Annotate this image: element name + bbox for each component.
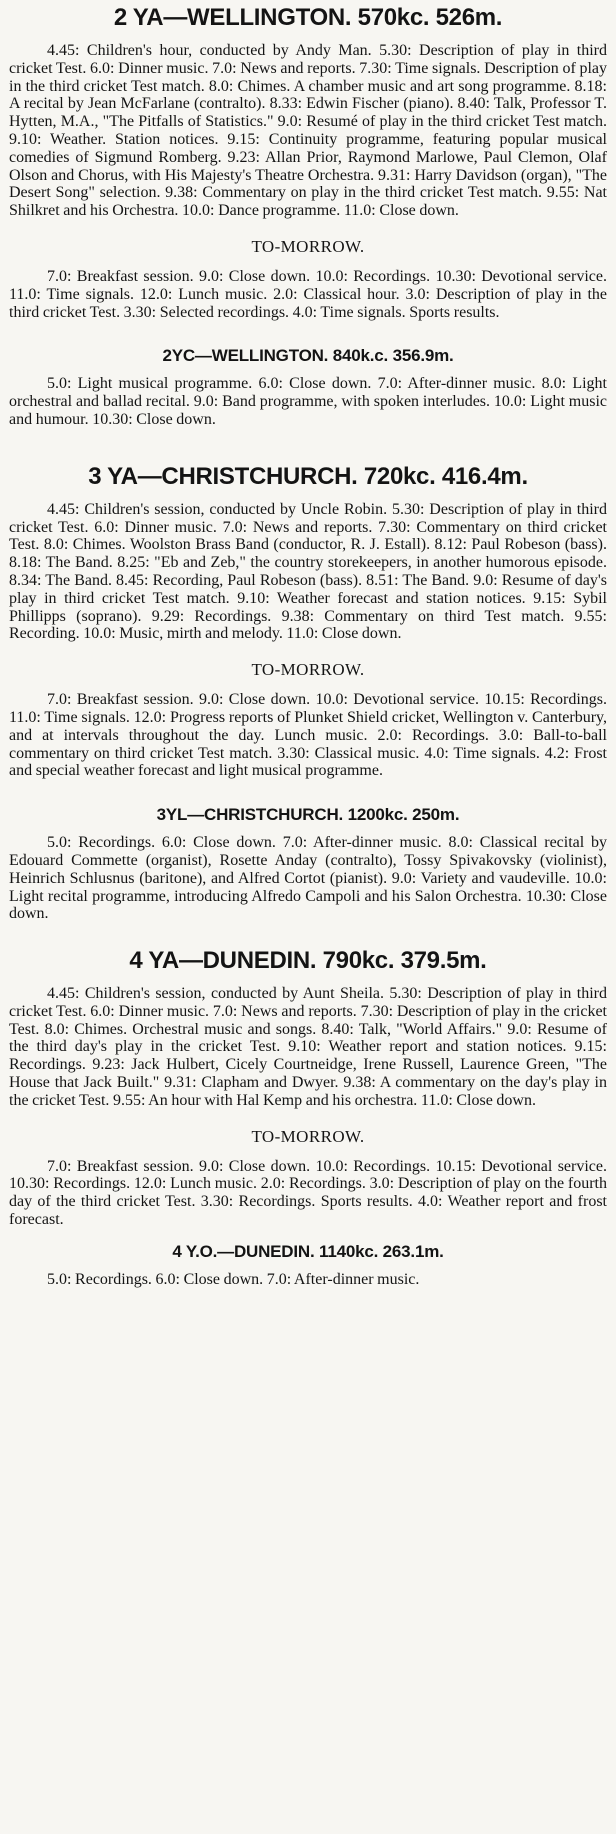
station-heading: 2 YA—WELLINGTON. 570kc. 526m. bbox=[113, 4, 503, 31]
program-listing: 5.0: Recordings. 6.0: Close down. 7.0: After-dinner music. bbox=[47, 1270, 420, 1288]
tomorrow-heading: TO-MORROW. bbox=[251, 236, 365, 256]
station-heading: 4 Y.O.—DUNEDIN. 1140kc. 263.1m. bbox=[172, 1241, 444, 1261]
station-heading: 4 YA—DUNEDIN. 790kc. 379.5m. bbox=[129, 947, 487, 975]
station-4yo-dunedin bbox=[9, 1241, 607, 1289]
station-heading: 3 YA—CHRISTCHURCH. 720kc. 416.4m. bbox=[88, 462, 528, 490]
tomorrow-heading: TO-MORROW. bbox=[251, 660, 365, 680]
station-heading: 2YC—WELLINGTON. 840k.c. 356.9m. bbox=[162, 346, 454, 366]
station-2yc-wellington bbox=[9, 345, 607, 428]
station-heading: 3YL—CHRISTCHURCH. 1200kc. 250m. bbox=[156, 805, 460, 825]
program-listing: 4.45: Children's hour, conducted by Andy Man. 5.30: Description of play in third cricket Test. 6.0: Dinner music. 7.0: News and reports. 7.30: Time signals. Description of play in the third cricket Test match. 8.0: Chimes. A chamber music and art song programme. 8.18: A recital by Jean McFarlane (contralto). 8.33: Edwin Fischer (piano). 8.40: Talk, Professor T. Hytten, M.A., "The Pitfalls of Statistics." 9.0: Resumé of play in the third cricket Test match. 9.10: Weather. Station notices. 9.15: Continuity programme, featuring popular musical comedies of Sigmund Romberg. 9.23: Allan Prior, Raymond Marlowe, Paul Clemon, Olaf Olson and Chorus, with His Majesty's Theatre Orchestra. 9.31: Harry Davidson (organ), "The Desert Song" selection. 9.38: Commentary on play in the third cricket Test match. 9.55: Nat Shilkret and his Orchestra. 10.0: Dance programme. 11.0: Close down. bbox=[9, 42, 607, 220]
tomorrow-listing: 7.0: Breakfast session. 9.0: Close down. 10.0: Recordings. 10.15: Devotional service. 10.30: Recordings. 12.0: Lunch music. 2.0: Recordings. 3.0: Description of play on the fourth day of the third cricket Test. 3.30: Recordings. Sports results. 4.0: Weather report and frost forecast. bbox=[9, 1157, 607, 1229]
tomorrow-listing: 7.0: Breakfast session. 9.0: Close down. 10.0: Recordings. 10.30: Devotional service. 11.0: Time signals. 12.0: Lunch music. 2.0: Classical hour. 3.0: Description of play in the third cricket Test. 3.30: Selected recordings. 4.0: Time signals. Sports results. bbox=[9, 267, 607, 321]
tomorrow-listing: 7.0: Breakfast session. 9.0: Close down. 10.0: Devotional service. 10.15: Recordings. 11.0: Time signals. 12.0: Progress reports of Plunket Shield cricket, Wellington v. Canterbury, and at intervals throughout the day. Lunch music. 2.0: Recordings. 3.0: Ball-to-ball commentary on third cricket Test match. 3.30: Classical music. 4.0: Time signals. 4.2: Frost and special weather forecast and light musical programme. bbox=[9, 691, 607, 780]
program-listing: 4.45: Children's session, conducted by Aunt Sheila. 5.30: Description of play in third cricket Test. 6.0: Dinner music. 7.0: News and reports. 7.30: Description of play in the cricket Test. 8.0: Chimes. Orchestral music and songs. 8.40: Talk, "World Affairs." 9.0: Resume of the third day's play in the cricket Test. 9.10: Weather report and station notices. 9.15: Recordings. 9.23: Jack Hulbert, Cicely Courtneidge, Irene Russell, Laurence Green, "The House that Jack Built." 9.31: Clapham and Dwyer. 9.38: A commentary on the day's play in the cricket Test. 9.55: An hour with Hal Kemp and his orchestra. 11.0: Close down. bbox=[9, 985, 607, 1109]
station-3yl-christchurch bbox=[9, 804, 607, 923]
station-3ya-christchurch bbox=[9, 463, 607, 780]
station-4ya-dunedin bbox=[9, 947, 607, 1229]
program-listing: 5.0: Light musical programme. 6.0: Close down. 7.0: After-dinner music. 8.0: Light orchestral and ballad recital. 9.0: Band programme, with spoken interludes. 10.0: Light music and humour. 10.30: Close down. bbox=[9, 375, 607, 428]
program-listing: 5.0: Recordings. 6.0: Close down. 7.0: After-dinner music. 8.0: Classical recital by Edouard Commette (organist), Rosette Anday (contralto), Tossy Spivakovsky (violinist), Heinrich Schlusnus (baritone), and Alfred Cortot (pianist). 9.0: Variety and vaudeville. 10.0: Light recital programme, introducing Alfredo Campoli and his Salon Orchestra. 10.30: Close down. bbox=[9, 834, 607, 923]
program-listing: 4.45: Children's session, conducted by Uncle Robin. 5.30: Description of play in third cricket Test. 6.0: Dinner music. 7.0: News and reports. 7.30: Commentary on third cricket Test. 8.0: Chimes. Woolston Brass Band (conductor, R. J. Estall). 8.12: Paul Robeson (bass). 8.18: The Band. 8.25: "Eb and Zeb," the country storekeepers, in another humorous episode. 8.34: The Band. 8.45: Recording, Paul Robeson (bass). 8.51: The Band. 9.0: Resume of day's play in third cricket Test match. 9.10: Weather forecast and station notices. 9.15: Sybil Phillipps (soprano). 9.29: Recordings. 9.38: Commentary on third Test match. 9.55: Recording. 10.0: Music, mirth and melody. 11.0: Close down. bbox=[9, 500, 607, 643]
tomorrow-heading: TO-MORROW. bbox=[251, 1126, 365, 1146]
station-2ya-wellington bbox=[9, 4, 607, 321]
